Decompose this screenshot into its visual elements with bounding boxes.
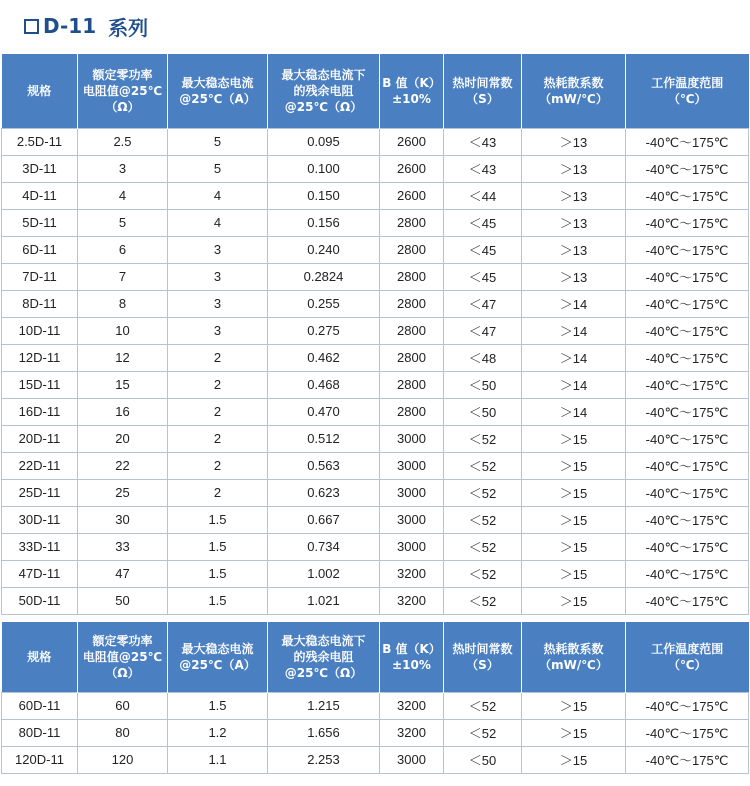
cell-model: 120D-11 [2,746,78,773]
table-row [2,452,749,479]
cell-temp-range: -40℃～175℃ [626,371,749,398]
table-row [2,506,749,533]
cell-model: 15D-11 [2,371,78,398]
header-line: （mW/℃） [539,657,608,672]
header-resistance [78,54,168,128]
cell-residual-resistance: 0.255 [268,290,380,317]
header-line: 的残余电阻 [293,649,354,664]
cell-resistance: 10 [78,317,168,344]
cell-model: 25D-11 [2,479,78,506]
cell-time-constant: ＜43 [444,155,522,182]
cell-dissipation: ＞14 [522,290,626,317]
cell-temp-range: -40℃～175℃ [626,317,749,344]
cell-residual-resistance: 0.563 [268,452,380,479]
cell-max-current: 2 [168,344,268,371]
cell-model: 10D-11 [2,317,78,344]
cell-residual-resistance: 1.215 [268,692,380,719]
header-line: @25℃（A） [179,91,256,106]
cell-max-current: 1.1 [168,746,268,773]
cell-dissipation: ＞13 [522,182,626,209]
cell-residual-resistance: 1.021 [268,587,380,614]
cell-resistance: 47 [78,560,168,587]
cell-time-constant: ＜43 [444,128,522,155]
table-row [2,182,749,209]
header-b-value [380,54,444,128]
cell-b-value: 3200 [380,719,444,746]
cell-time-constant: ＜50 [444,371,522,398]
cell-temp-range: -40℃～175℃ [626,128,749,155]
cell-max-current: 3 [168,290,268,317]
cell-resistance: 4 [78,182,168,209]
cell-residual-resistance: 0.156 [268,209,380,236]
cell-residual-resistance: 0.468 [268,371,380,398]
header-line: 热耗散系数 [543,641,604,656]
cell-resistance: 8 [78,290,168,317]
cell-model: 12D-11 [2,344,78,371]
cell-max-current: 5 [168,155,268,182]
table-row [2,236,749,263]
header-line: （S） [466,91,499,106]
cell-temp-range: -40℃～175℃ [626,746,749,773]
header-line: ±10% [392,91,431,106]
cell-time-constant: ＜50 [444,746,522,773]
header-line: 热时间常数 [452,641,513,656]
cell-temp-range: -40℃～175℃ [626,155,749,182]
cell-dissipation: ＞14 [522,317,626,344]
cell-b-value: 3000 [380,479,444,506]
header-line: @25℃（Ω） [284,665,363,680]
header-time-constant [444,622,522,692]
cell-max-current: 1.5 [168,587,268,614]
cell-dissipation: ＞15 [522,452,626,479]
cell-resistance: 50 [78,587,168,614]
cell-model: 22D-11 [2,452,78,479]
cell-model: 7D-11 [2,263,78,290]
cell-resistance: 80 [78,719,168,746]
cell-max-current: 5 [168,128,268,155]
table-row [2,371,749,398]
cell-resistance: 2.5 [78,128,168,155]
cell-model: 80D-11 [2,719,78,746]
cell-b-value: 2800 [380,290,444,317]
cell-max-current: 3 [168,317,268,344]
cell-model: 60D-11 [2,692,78,719]
cell-residual-resistance: 0.470 [268,398,380,425]
cell-temp-range: -40℃～175℃ [626,719,749,746]
cell-max-current: 3 [168,236,268,263]
cell-max-current: 2 [168,371,268,398]
cell-dissipation: ＞15 [522,746,626,773]
header-model [2,622,78,692]
cell-residual-resistance: 0.667 [268,506,380,533]
cell-resistance: 20 [78,425,168,452]
cell-dissipation: ＞15 [522,719,626,746]
table-row [2,128,749,155]
cell-temp-range: -40℃～175℃ [626,452,749,479]
cell-b-value: 3000 [380,452,444,479]
header-line: （mW/℃） [539,91,608,106]
header-line: 规格 [27,649,52,664]
header-model [2,54,78,128]
header-line: （℃） [667,657,707,672]
cell-time-constant: ＜47 [444,317,522,344]
header-line: @25℃（A） [179,657,256,672]
cell-dissipation: ＞15 [522,479,626,506]
cell-max-current: 1.5 [168,560,268,587]
page-title [24,11,148,41]
cell-b-value: 3000 [380,746,444,773]
table-row [2,692,749,719]
cell-dissipation: ＞14 [522,344,626,371]
header-line: 热耗散系数 [543,75,604,90]
header-line: （Ω） [105,665,140,680]
cell-b-value: 2800 [380,236,444,263]
cell-resistance: 5 [78,209,168,236]
cell-model: 47D-11 [2,560,78,587]
cell-dissipation: ＞15 [522,425,626,452]
cell-b-value: 2800 [380,371,444,398]
cell-b-value: 2800 [380,317,444,344]
cell-residual-resistance: 0.2824 [268,263,380,290]
cell-b-value: 2600 [380,155,444,182]
table-body [2,692,749,773]
cell-b-value: 2800 [380,209,444,236]
header-line: 最大稳态电流下 [281,67,366,82]
table-row [2,425,749,452]
cell-resistance: 6 [78,236,168,263]
cell-resistance: 22 [78,452,168,479]
cell-time-constant: ＜45 [444,263,522,290]
cell-time-constant: ＜50 [444,398,522,425]
cell-resistance: 15 [78,371,168,398]
cell-temp-range: -40℃～175℃ [626,479,749,506]
cell-time-constant: ＜44 [444,182,522,209]
cell-time-constant: ＜52 [444,719,522,746]
header-line: 规格 [27,83,52,98]
header-line: B 值（K） [382,641,441,656]
cell-temp-range: -40℃～175℃ [626,236,749,263]
cell-model: 6D-11 [2,236,78,263]
header-line: 工作温度范围 [651,75,724,90]
cell-max-current: 1.5 [168,533,268,560]
table-row [2,479,749,506]
cell-time-constant: ＜52 [444,506,522,533]
header-residual-resistance [268,622,380,692]
title-code: D-11 [43,14,97,38]
table-row [2,155,749,182]
cell-b-value: 3200 [380,587,444,614]
cell-model: 5D-11 [2,209,78,236]
cell-residual-resistance: 0.150 [268,182,380,209]
cell-model: 30D-11 [2,506,78,533]
header-line: 电阻值@25℃ [82,649,163,664]
cell-b-value: 3000 [380,506,444,533]
cell-residual-resistance: 0.734 [268,533,380,560]
cell-temp-range: -40℃～175℃ [626,290,749,317]
header-b-value [380,622,444,692]
header-row [2,622,749,692]
cell-time-constant: ＜52 [444,479,522,506]
header-line: 工作温度范围 [651,641,724,656]
header-dissipation [522,622,626,692]
cell-b-value: 2800 [380,398,444,425]
cell-resistance: 12 [78,344,168,371]
cell-resistance: 25 [78,479,168,506]
table-row [2,209,749,236]
header-dissipation [522,54,626,128]
cell-residual-resistance: 0.240 [268,236,380,263]
table-row [2,746,749,773]
cell-max-current: 2 [168,398,268,425]
cell-resistance: 7 [78,263,168,290]
cell-dissipation: ＞13 [522,263,626,290]
cell-max-current: 1.5 [168,506,268,533]
cell-dissipation: ＞15 [522,506,626,533]
cell-residual-resistance: 1.656 [268,719,380,746]
table-row [2,344,749,371]
cell-max-current: 2 [168,479,268,506]
cell-resistance: 3 [78,155,168,182]
cell-residual-resistance: 0.100 [268,155,380,182]
cell-temp-range: -40℃～175℃ [626,560,749,587]
spec-table-1 [1,54,749,615]
cell-time-constant: ＜52 [444,692,522,719]
header-line: （Ω） [105,99,140,114]
header-line: 的残余电阻 [293,83,354,98]
header-temp-range [626,54,749,128]
cell-b-value: 2800 [380,344,444,371]
cell-max-current: 3 [168,263,268,290]
cell-b-value: 3000 [380,425,444,452]
header-max-current [168,54,268,128]
cell-dissipation: ＞13 [522,236,626,263]
table-body [2,128,749,614]
header-temp-range [626,622,749,692]
cell-max-current: 2 [168,425,268,452]
cell-max-current: 2 [168,452,268,479]
cell-resistance: 30 [78,506,168,533]
cell-b-value: 3200 [380,560,444,587]
cell-residual-resistance: 0.275 [268,317,380,344]
cell-time-constant: ＜52 [444,452,522,479]
header-residual-resistance [268,54,380,128]
cell-time-constant: ＜52 [444,425,522,452]
cell-resistance: 60 [78,692,168,719]
cell-residual-resistance: 0.095 [268,128,380,155]
cell-dissipation: ＞15 [522,587,626,614]
header-line: 电阻值@25℃ [82,83,163,98]
cell-model: 50D-11 [2,587,78,614]
cell-dissipation: ＞15 [522,692,626,719]
header-time-constant [444,54,522,128]
cell-resistance: 16 [78,398,168,425]
cell-max-current: 4 [168,209,268,236]
cell-time-constant: ＜52 [444,587,522,614]
cell-temp-range: -40℃～175℃ [626,587,749,614]
table-row [2,560,749,587]
cell-b-value: 2600 [380,182,444,209]
cell-resistance: 33 [78,533,168,560]
cell-time-constant: ＜47 [444,290,522,317]
cell-b-value: 2800 [380,263,444,290]
cell-dissipation: ＞15 [522,560,626,587]
cell-time-constant: ＜45 [444,209,522,236]
table-row [2,290,749,317]
header-max-current [168,622,268,692]
table-row [2,587,749,614]
cell-residual-resistance: 0.512 [268,425,380,452]
cell-temp-range: -40℃～175℃ [626,533,749,560]
header-line: 热时间常数 [452,75,513,90]
cell-residual-resistance: 1.002 [268,560,380,587]
title-suffix: 系列 [108,15,149,40]
cell-temp-range: -40℃～175℃ [626,692,749,719]
cell-model: 8D-11 [2,290,78,317]
table-row [2,533,749,560]
cell-max-current: 1.2 [168,719,268,746]
header-row [2,54,749,128]
cell-model: 2.5D-11 [2,128,78,155]
spec-table-2 [1,622,749,774]
table-row [2,317,749,344]
cell-model: 16D-11 [2,398,78,425]
cell-resistance: 120 [78,746,168,773]
cell-dissipation: ＞13 [522,209,626,236]
cell-residual-resistance: 0.462 [268,344,380,371]
cell-residual-resistance: 2.253 [268,746,380,773]
cell-temp-range: -40℃～175℃ [626,182,749,209]
cell-max-current: 4 [168,182,268,209]
table-row [2,398,749,425]
cell-b-value: 2600 [380,128,444,155]
header-resistance [78,622,168,692]
header-line: （℃） [667,91,707,106]
table-row [2,719,749,746]
cell-time-constant: ＜48 [444,344,522,371]
cell-model: 33D-11 [2,533,78,560]
cell-residual-resistance: 0.623 [268,479,380,506]
cell-dissipation: ＞14 [522,371,626,398]
header-line: 额定零功率 [92,633,153,648]
cell-max-current: 1.5 [168,692,268,719]
table-row [2,263,749,290]
cell-model: 3D-11 [2,155,78,182]
header-line: ±10% [392,657,431,672]
header-line: （S） [466,657,499,672]
cell-temp-range: -40℃～175℃ [626,209,749,236]
header-line: 最大稳态电流 [181,641,254,656]
header-line: @25℃（Ω） [284,99,363,114]
cell-temp-range: -40℃～175℃ [626,506,749,533]
cell-time-constant: ＜45 [444,236,522,263]
header-line: 最大稳态电流 [181,75,254,90]
cell-temp-range: -40℃～175℃ [626,263,749,290]
cell-dissipation: ＞13 [522,155,626,182]
header-line: 最大稳态电流下 [281,633,366,648]
cell-model: 20D-11 [2,425,78,452]
cell-b-value: 3000 [380,533,444,560]
title-checkbox-icon [24,19,39,34]
cell-temp-range: -40℃～175℃ [626,344,749,371]
header-line: B 值（K） [382,75,441,90]
cell-b-value: 3200 [380,692,444,719]
header-line: 额定零功率 [92,67,153,82]
cell-dissipation: ＞15 [522,533,626,560]
cell-dissipation: ＞13 [522,128,626,155]
cell-temp-range: -40℃～175℃ [626,398,749,425]
cell-model: 4D-11 [2,182,78,209]
cell-time-constant: ＜52 [444,533,522,560]
cell-time-constant: ＜52 [444,560,522,587]
cell-dissipation: ＞14 [522,398,626,425]
cell-temp-range: -40℃～175℃ [626,425,749,452]
